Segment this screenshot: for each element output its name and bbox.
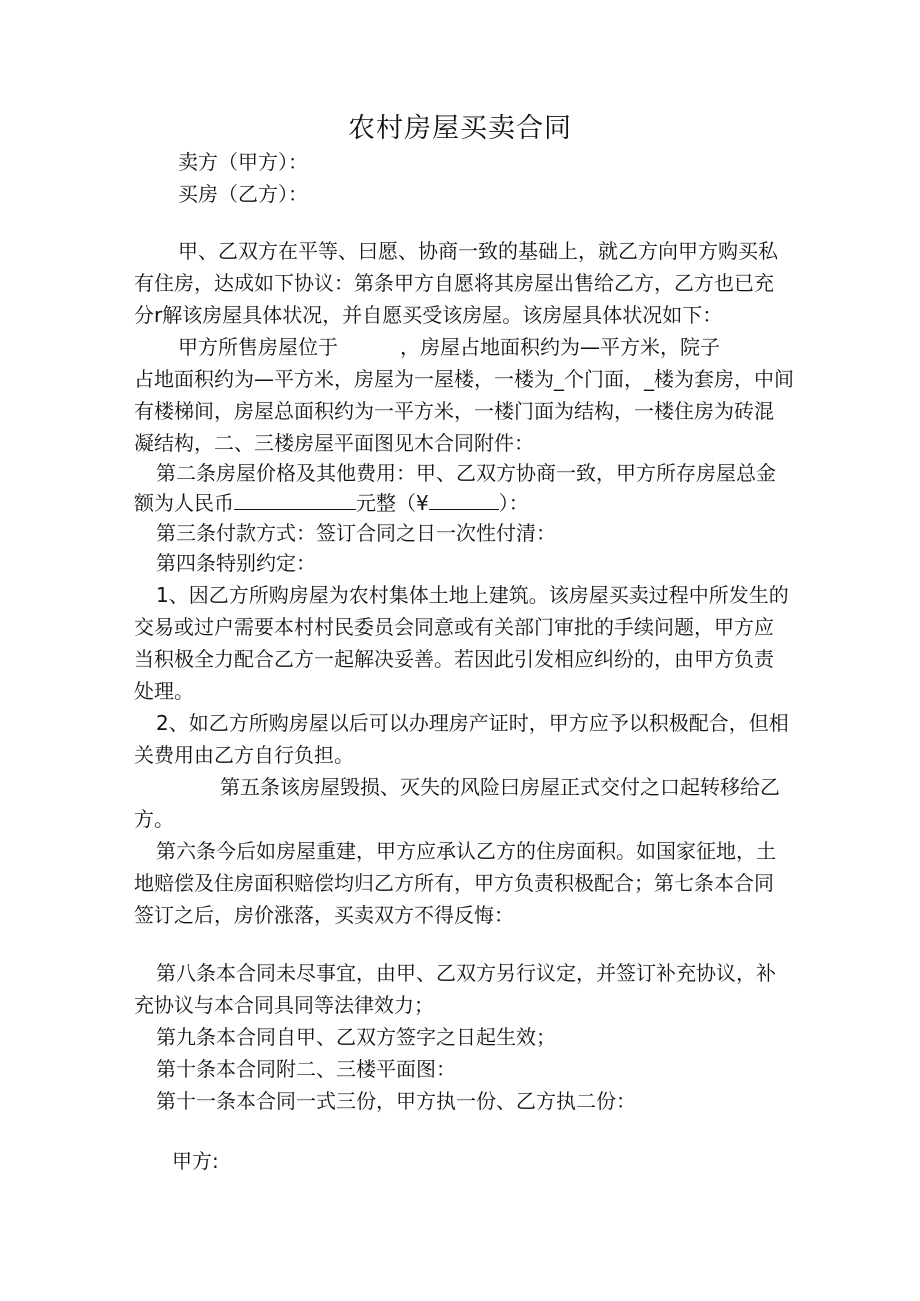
art2-text-b: 元整（¥ xyxy=(356,491,429,515)
location-line-3: 有楼梯间，房屋总面积约为一平方米，一楼门面为结构，一楼住房为砖混 xyxy=(134,399,774,423)
art2-line-1: 第二条房屋价格及其他费用：甲、乙双方协商一致，甲方所存房屋总金 xyxy=(156,461,776,485)
location-line-4: 凝结构，二、三楼房屋平面图见木合同附件： xyxy=(134,431,534,455)
art4-1-line-2: 交易或过户需要本村村民委员会同意或有关部门审批的手续问题，甲方应 xyxy=(134,615,774,639)
art6-line-1: 第六条今后如房屋重建，甲方应承认乙方的住房面积。如国家征地，土 xyxy=(156,839,776,863)
intro-line-2: 有住房，达成如下协议：第条甲方自愿将其房屋出售给乙方，乙方也已充 xyxy=(134,271,774,295)
location-line-2: 占地面积约为—平方米，房屋为一屋楼，一楼为_个门面，_楼为套房，中间 xyxy=(134,367,794,391)
art2-text-c: ）： xyxy=(498,491,529,515)
price-words-blank xyxy=(234,491,356,510)
art10: 第十条本合同附二、三楼平面图： xyxy=(156,1057,456,1081)
art9: 第九条本合同自甲、乙双方签字之日起生效； xyxy=(156,1025,556,1049)
art4-1-line-3: 当积极全力配合乙方一起解决妥善。若因此引发相应纠纷的，由甲方负责 xyxy=(134,647,774,671)
document-title: 农村房屋买卖合同 xyxy=(348,113,572,144)
intro-line-1: 甲、乙双方在平等、曰愿、协商一致的基础上，就乙方向甲方购买私 xyxy=(178,239,778,263)
buyer-label: 买房（乙方）： xyxy=(178,182,308,206)
art2-line-2 xyxy=(134,489,529,517)
art11: 第十一条本合同一式三份，甲方执一份、乙方执二份： xyxy=(156,1089,636,1113)
art8-line-2: 充协议与本合同具同等法律效力； xyxy=(134,993,434,1017)
art4-2-line-2: 关费用由乙方自行负担。 xyxy=(134,743,354,767)
location-text-b: ，房屋占地面积约为—平方米，院子 xyxy=(400,335,720,359)
intro-line-3: 分r解该房屋具体状况，并自愿买受该房屋。该房屋具体状况如下： xyxy=(134,303,723,327)
seller-label: 卖方（甲方）： xyxy=(178,150,308,174)
art3: 第三条付款方式：签订合同之日一次性付清： xyxy=(156,521,556,545)
art6-line-3: 签订之后，房价涨落，买卖双方不得反悔： xyxy=(134,903,514,927)
art5-line-1: 第五条该房屋毁损、灭失的风险曰房屋正式交付之口起转移给乙 xyxy=(220,775,780,799)
location-text-a: 甲方所售房屋位于 xyxy=(178,335,338,359)
signature-party-a: 甲方: xyxy=(172,1149,219,1173)
art4-1-line-4: 处理。 xyxy=(134,679,194,703)
art6-line-2: 地赔偿及住房面积赔偿均归乙方所有，甲方负责积极配合；第七条本合同 xyxy=(134,871,774,895)
art4: 第四条特别约定： xyxy=(156,551,316,575)
art4-1-line-1: 1、因乙方所购房屋为农村集体土地上建筑。该房屋买卖过程中所发生的 xyxy=(156,583,789,607)
art2-text-a: 额为人民币 xyxy=(134,491,234,515)
art4-2-line-1: 2、如乙方所购房屋以后可以办理房产证时，甲方应予以积极配合，但相 xyxy=(156,711,789,735)
art8-line-1: 第八条本合同未尽事宜，由甲、乙双方另行议定，并签订补充协议，补 xyxy=(156,961,776,985)
art5-line-2: 方。 xyxy=(134,807,174,831)
price-number-blank xyxy=(429,491,499,510)
location-line-1 xyxy=(178,333,720,361)
